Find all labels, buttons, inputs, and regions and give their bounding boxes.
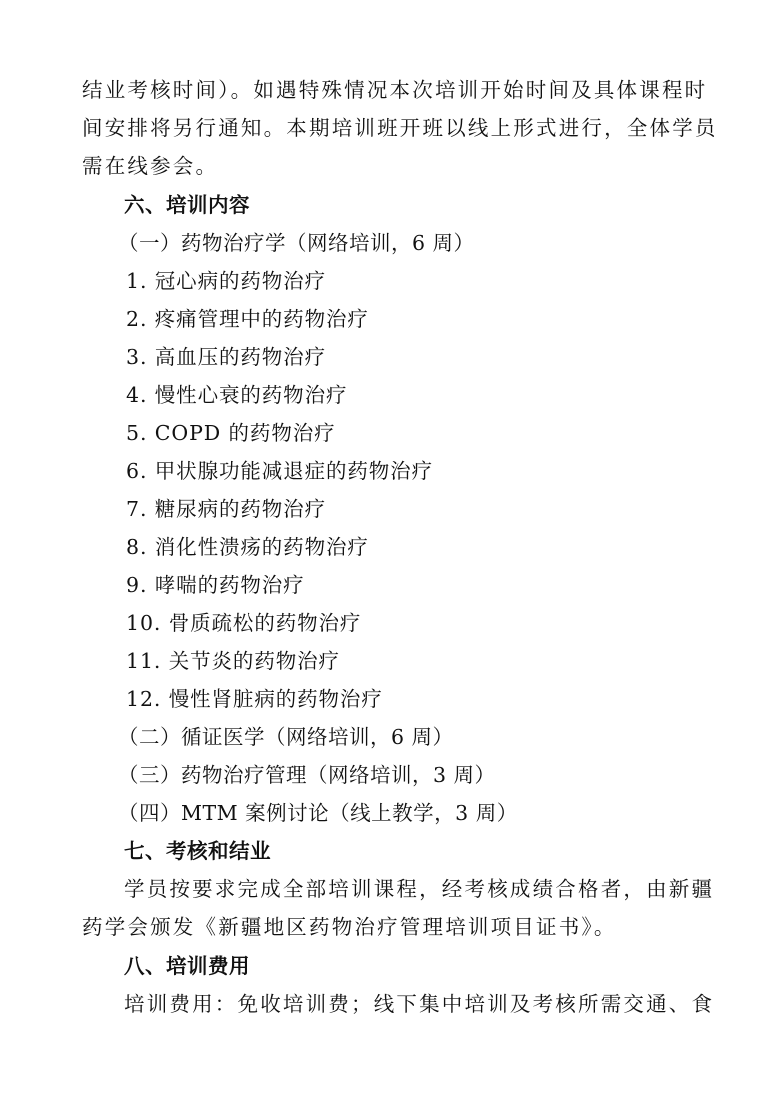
list-item: 11. 关节炎的药物治疗 <box>126 649 340 673</box>
list-item: 1. 冠心病的药物治疗 <box>126 269 326 293</box>
section-heading-training-fees: 八、培训费用 <box>124 954 250 978</box>
section-heading-training-content: 六、培训内容 <box>124 193 250 217</box>
list-item: 2. 疼痛管理中的药物治疗 <box>126 307 369 331</box>
paragraph-line: 药学会颁发《新疆地区药物治疗管理培训项目证书》。 <box>82 915 617 939</box>
list-item: 9. 哮喘的药物治疗 <box>126 573 305 597</box>
paragraph-line: 间安排将另行通知。本期培训班开班以线上形式进行，全体学员 <box>82 116 718 140</box>
list-item: 10. 骨质疏松的药物治疗 <box>126 611 362 635</box>
list-item: 4. 慢性心衰的药物治疗 <box>126 383 348 407</box>
section-heading-assessment: 七、考核和结业 <box>124 839 271 863</box>
list-item: 3. 高血压的药物治疗 <box>126 345 326 369</box>
paragraph-line: 结业考核时间）。如遇特殊情况本次培训开始时间及具体课程时 <box>82 78 708 102</box>
paragraph-line: 需在线参会。 <box>82 154 219 178</box>
subsection-medication-therapy-management: （三）药物治疗管理（网络培训，3 周） <box>118 763 496 787</box>
list-item: 12. 慢性肾脏病的药物治疗 <box>126 687 383 711</box>
list-item: 7. 糖尿病的药物治疗 <box>126 497 326 521</box>
list-item: 5. COPD 的药物治疗 <box>126 421 336 445</box>
paragraph-line: 培训费用：免收培训费；线下集中培训及考核所需交通、食 <box>124 992 715 1016</box>
list-item: 6. 甲状腺功能减退症的药物治疗 <box>126 459 433 483</box>
list-item: 8. 消化性溃疡的药物治疗 <box>126 535 369 559</box>
subsection-mtm-case-discussion: （四）MTM 案例讨论（线上教学，3 周） <box>118 801 518 825</box>
subsection-evidence-based-medicine: （二）循证医学（网络培训，6 周） <box>118 725 454 749</box>
subsection-pharmacotherapy: （一）药物治疗学（网络培训，6 周） <box>118 231 475 255</box>
paragraph-line: 学员按要求完成全部培训课程，经考核成绩合格者，由新疆 <box>124 877 715 901</box>
